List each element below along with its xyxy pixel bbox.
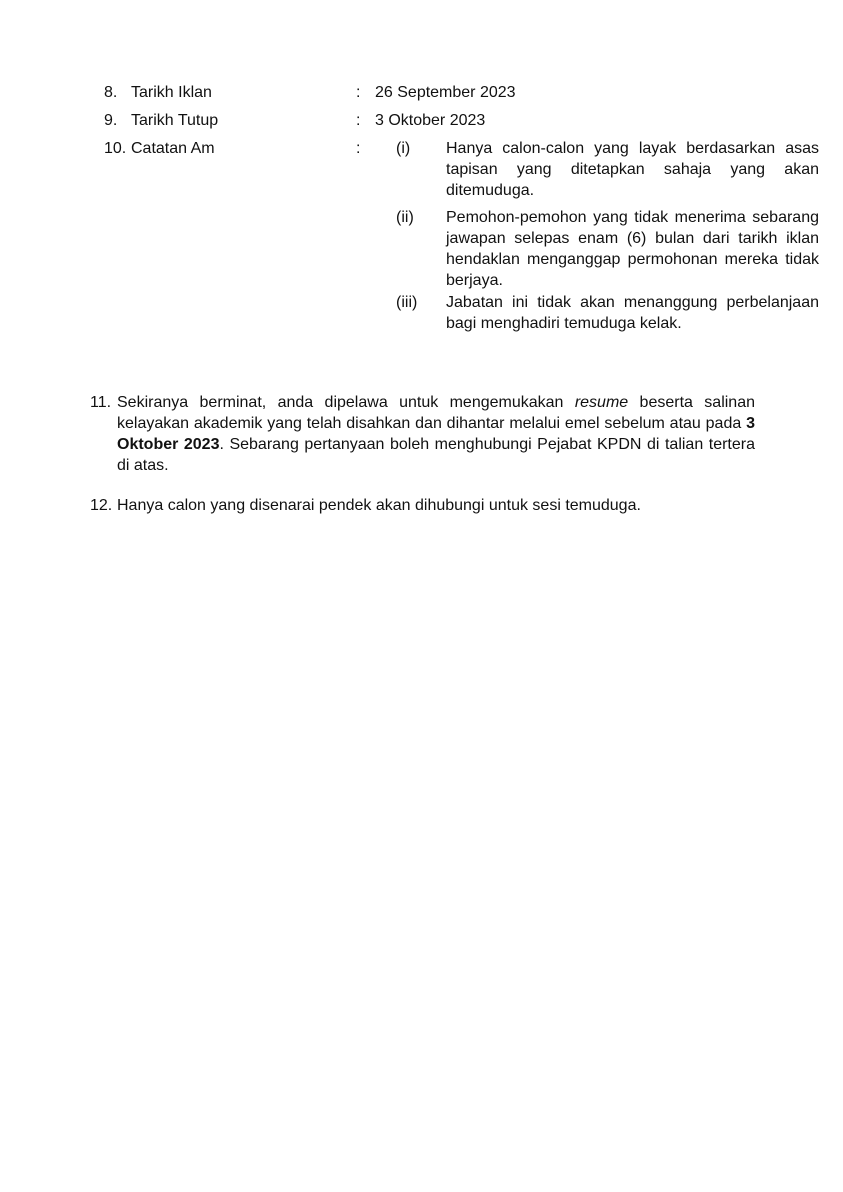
item-10-colon: : [356, 140, 361, 157]
item-10-label: Catatan Am [131, 140, 215, 157]
para-11-bold-date: 3 Oktober 2023 [117, 415, 755, 453]
para-11-part2: beserta salinan kelayakan akademik yang telah disahkan dan dihantar melalui emel sebelum atau pada [117, 394, 756, 432]
note-iii-numeral: (iii) [396, 294, 418, 311]
item-10-number: 10. [104, 140, 127, 157]
para-11-part3: . Sebarang pertanyaan boleh menghubungi Pejabat KPDN di talian tertera di atas. [117, 436, 756, 474]
item-8-number: 8. [104, 84, 118, 101]
item-9-number: 9. [104, 112, 118, 129]
para-11-italic: resume [574, 394, 629, 411]
note-ii-text: Pemohon-pemohon yang tidak menerima sebarang jawapan selepas enam (6) bulan dari tarikh iklan hendaklan menganggap permohonan mereka tidak berjaya. [446, 209, 819, 289]
para-11-part1: Sekiranya berminat, anda dipelawa untuk mengemukakan [117, 394, 575, 411]
item-9-label: Tarikh Tutup [131, 112, 219, 129]
note-iii-text: Jabatan ini tidak akan menanggung perbelanjaan bagi menghadiri temuduga kelak. [446, 294, 819, 332]
note-ii-numeral: (ii) [396, 209, 414, 226]
item-8-label: Tarikh Iklan [131, 84, 212, 101]
para-11-text [117, 392, 755, 476]
para-12-number: 12. [90, 497, 113, 514]
para-12-text: Hanya calon yang disenarai pendek akan dihubungi untuk sesi temuduga. [117, 497, 641, 514]
note-i-text: Hanya calon-calon yang layak berdasarkan asas tapisan yang ditetapkan sahaja yang akan ditemuduga. [446, 140, 819, 199]
item-8-value: 26 September 2023 [375, 84, 516, 101]
item-9-value: 3 Oktober 2023 [375, 112, 486, 129]
item-9-colon: : [356, 112, 361, 129]
item-8-colon: : [356, 84, 361, 101]
note-i-numeral: (i) [396, 140, 411, 157]
para-11-number: 11. [90, 394, 112, 411]
